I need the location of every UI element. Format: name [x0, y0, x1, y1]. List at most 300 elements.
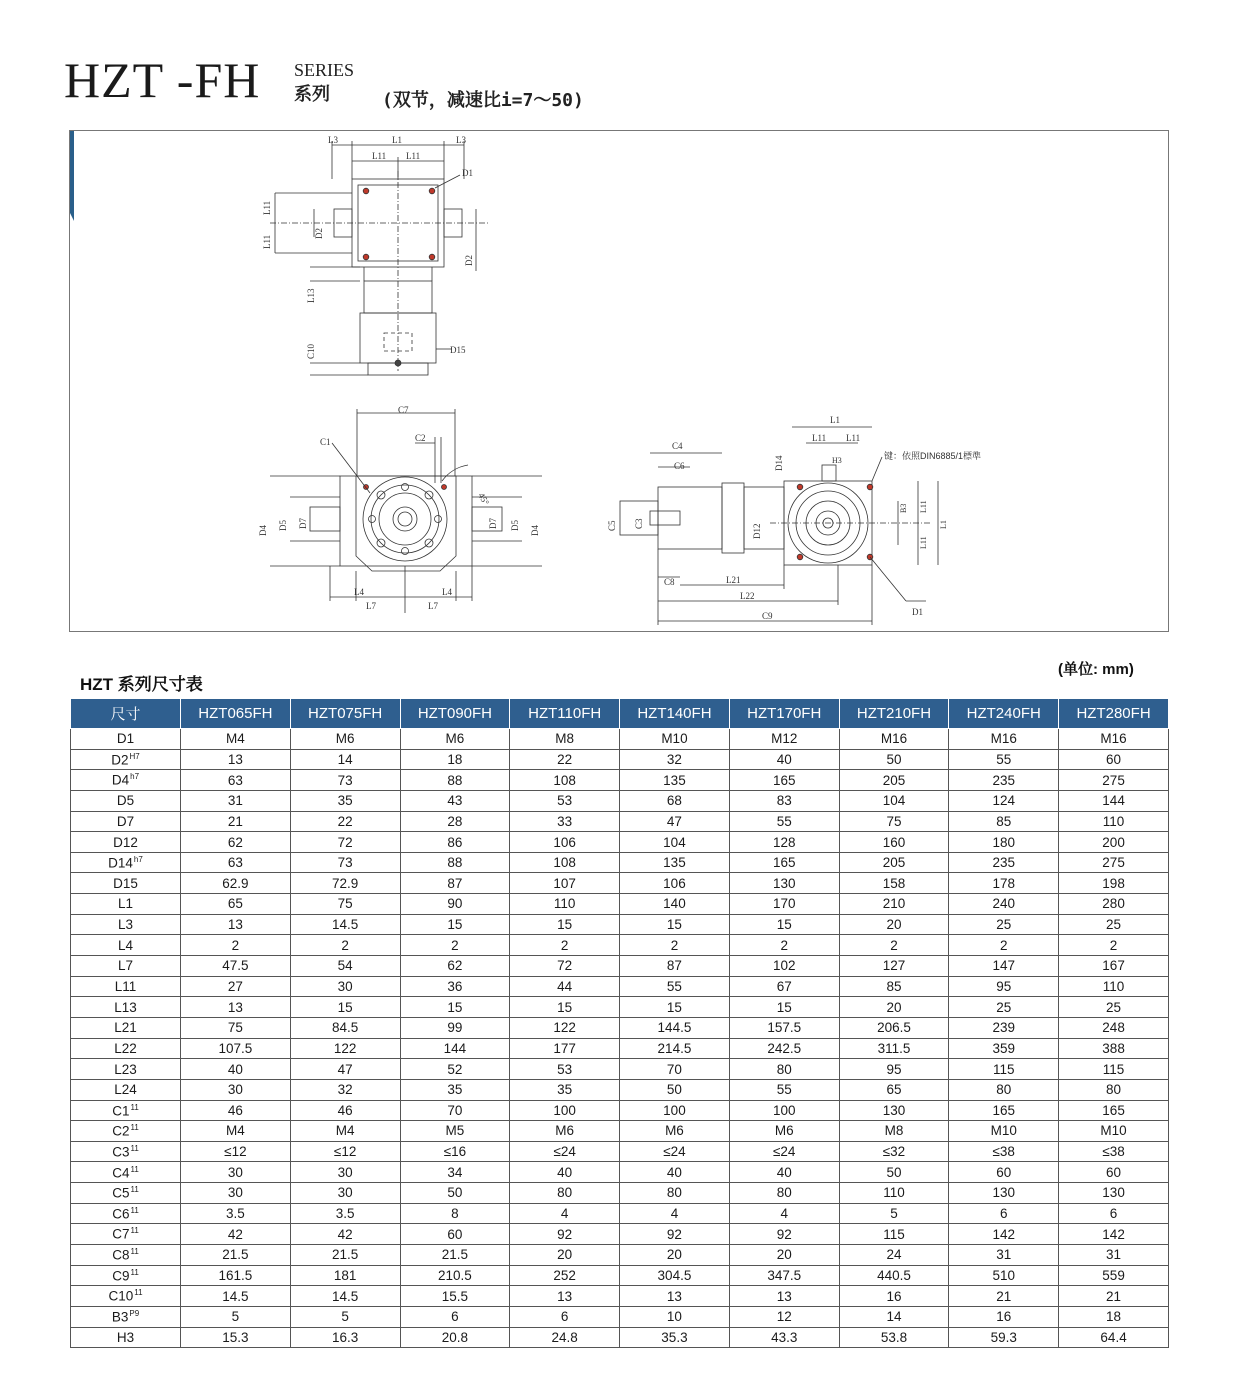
table-cell: 135 [620, 852, 730, 873]
row-label [71, 1245, 181, 1266]
table-cell: 30 [181, 1162, 291, 1183]
table-cell: 275 [1059, 852, 1169, 873]
row-label-text: C2 [112, 1123, 130, 1139]
table-cell: 86 [400, 832, 510, 853]
table-cell: 167 [1059, 956, 1169, 977]
table-cell: 142 [949, 1224, 1059, 1245]
table-cell: 80 [729, 1059, 839, 1080]
table-cell: 165 [729, 770, 839, 791]
row-label-text: D14 [108, 855, 133, 871]
row-label-text: L24 [114, 1082, 137, 1098]
row-label [71, 1327, 181, 1348]
table-row [71, 1286, 1169, 1307]
table-row [71, 1121, 1169, 1142]
table-cell: 62 [400, 956, 510, 977]
corner-accent-tab [70, 131, 74, 221]
row-label [71, 1017, 181, 1038]
table-cell: 147 [949, 956, 1059, 977]
row-label-tolerance: 11 [130, 1102, 139, 1112]
table-cell: 53 [510, 1059, 620, 1080]
row-label [71, 976, 181, 997]
table-cell: 440.5 [839, 1265, 949, 1286]
table-row [71, 811, 1169, 832]
table-cell: 13 [181, 749, 291, 770]
table-cell: 242.5 [729, 1038, 839, 1059]
table-cell: 14.5 [290, 914, 400, 935]
row-label [71, 790, 181, 811]
table-cell: 72 [510, 956, 620, 977]
table-cell: 20 [510, 1245, 620, 1266]
row-label [71, 832, 181, 853]
row-label-text: B3 [111, 1309, 129, 1325]
row-label [71, 894, 181, 915]
row-label-text: C5 [112, 1185, 130, 1201]
table-body [71, 729, 1169, 1348]
label-l1-side: L1 [830, 415, 840, 425]
table-cell: 6 [1059, 1203, 1169, 1224]
table-cell: 18 [1059, 1306, 1169, 1327]
row-label-tolerance: H7 [129, 751, 140, 761]
table-cell: 24.8 [510, 1327, 620, 1348]
header-cell: HZT110FH [510, 699, 620, 729]
row-label [71, 1203, 181, 1224]
table-cell: 18 [400, 749, 510, 770]
row-label-text: D7 [116, 813, 135, 829]
table-row [71, 1059, 1169, 1080]
row-label-text: L22 [114, 1040, 137, 1056]
table-cell: 2 [181, 935, 291, 956]
table-cell: 106 [510, 832, 620, 853]
row-label-tolerance: 11 [130, 1205, 139, 1215]
table-cell: 2 [290, 935, 400, 956]
table-cell: 3.5 [181, 1203, 291, 1224]
table-cell: 34 [400, 1162, 510, 1183]
row-label-tolerance: h7 [130, 772, 140, 782]
table-cell: 65 [839, 1079, 949, 1100]
row-label-tolerance: 11 [130, 1185, 139, 1195]
table-cell: 75 [290, 894, 400, 915]
table-cell: 559 [1059, 1265, 1169, 1286]
table-cell: ≤12 [181, 1141, 291, 1162]
table-cell: 72 [290, 832, 400, 853]
table-cell: 2 [1059, 935, 1169, 956]
table-cell: 21.5 [181, 1245, 291, 1266]
table-cell: 31 [1059, 1245, 1169, 1266]
label-l21: L21 [726, 575, 741, 585]
label-d5-left: D5 [278, 520, 288, 531]
table-cell: 15 [729, 914, 839, 935]
label-l11-a: L11 [372, 151, 387, 161]
table-cell: 30 [290, 1162, 400, 1183]
table-cell: 13 [620, 1286, 730, 1307]
row-label [71, 749, 181, 770]
technical-drawing [69, 130, 1169, 632]
table-cell: 21 [181, 811, 291, 832]
label-d4-left: D4 [258, 525, 268, 536]
table-cell: 88 [400, 852, 510, 873]
table-cell: 62 [181, 832, 291, 853]
label-d14: D14 [774, 455, 784, 471]
table-cell: 157.5 [729, 1017, 839, 1038]
row-label-text: C10 [108, 1288, 134, 1304]
table-cell: 21 [1059, 1286, 1169, 1307]
table-cell: 210.5 [400, 1265, 510, 1286]
table-cell: 73 [290, 770, 400, 791]
row-label-text: L1 [117, 896, 134, 912]
label-l11-left-a: L11 [262, 200, 272, 215]
table-cell: 73 [290, 852, 400, 873]
table-cell: 21 [949, 1286, 1059, 1307]
table-cell: 510 [949, 1265, 1059, 1286]
table-cell: 30 [290, 1183, 400, 1204]
table-row [71, 914, 1169, 935]
row-label [71, 729, 181, 750]
table-cell: 60 [1059, 1162, 1169, 1183]
table-cell: 16 [949, 1306, 1059, 1327]
table-cell: 88 [400, 770, 510, 791]
table-cell: 25 [1059, 997, 1169, 1018]
table-cell: 178 [949, 873, 1059, 894]
table-cell: 104 [839, 790, 949, 811]
label-l11-vert-b: L11 [919, 536, 928, 549]
key-note: 键：依照DIN6885/1標準 [884, 451, 982, 461]
table-cell: 40 [510, 1162, 620, 1183]
ratio-subtitle: (双节，减速比i=7～50) [382, 90, 584, 111]
label-d2-left: D2 [314, 228, 324, 239]
table-cell: 15 [290, 997, 400, 1018]
label-c7: C7 [398, 405, 409, 415]
table-cell: 25 [949, 997, 1059, 1018]
row-label [71, 873, 181, 894]
table-cell: 60 [1059, 749, 1169, 770]
row-label [71, 1286, 181, 1307]
table-cell: 30 [181, 1183, 291, 1204]
table-cell: 16.3 [290, 1327, 400, 1348]
row-label-text: L3 [117, 917, 134, 933]
table-cell: 70 [400, 1100, 510, 1121]
table-cell: 135 [620, 770, 730, 791]
row-label-text: D5 [116, 793, 135, 809]
table-row [71, 1017, 1169, 1038]
row-label [71, 935, 181, 956]
unit-note: (单位: mm) [1058, 661, 1134, 678]
row-label [71, 997, 181, 1018]
table-cell: 128 [729, 832, 839, 853]
header-cell: HZT210FH [839, 699, 949, 729]
table-cell: 15 [510, 914, 620, 935]
label-l1-vert: L1 [939, 520, 948, 529]
table-cell: 75 [181, 1017, 291, 1038]
table-cell: 15 [620, 914, 730, 935]
table-cell: 311.5 [839, 1038, 949, 1059]
table-row [71, 894, 1169, 915]
table-cell: 3.5 [290, 1203, 400, 1224]
table-cell: 110 [1059, 811, 1169, 832]
table-row [71, 1162, 1169, 1183]
table-cell: 205 [839, 852, 949, 873]
table-cell: 100 [510, 1100, 620, 1121]
table-cell: 6 [400, 1306, 510, 1327]
table-cell: 15 [400, 997, 510, 1018]
table-cell: 47 [620, 811, 730, 832]
table-cell: M12 [729, 729, 839, 750]
table-cell: ≤32 [839, 1141, 949, 1162]
table-cell: 110 [839, 1183, 949, 1204]
table-cell: 2 [510, 935, 620, 956]
table-cell: 115 [839, 1224, 949, 1245]
table-cell: M4 [290, 1121, 400, 1142]
row-label [71, 1079, 181, 1100]
table-cell: 32 [290, 1079, 400, 1100]
table-cell: 165 [1059, 1100, 1169, 1121]
table-row [71, 790, 1169, 811]
table-cell: 140 [620, 894, 730, 915]
table-cell: 4 [510, 1203, 620, 1224]
table-cell: ≤24 [620, 1141, 730, 1162]
table-cell: 2 [839, 935, 949, 956]
table-cell: 177 [510, 1038, 620, 1059]
table-cell: 99 [400, 1017, 510, 1038]
table-cell: 252 [510, 1265, 620, 1286]
table-cell: 239 [949, 1017, 1059, 1038]
table-cell: 25 [949, 914, 1059, 935]
table-cell: 122 [510, 1017, 620, 1038]
row-label-text: L7 [117, 958, 134, 974]
table-row [71, 1038, 1169, 1059]
table-cell: 25 [1059, 914, 1169, 935]
table-cell: 214.5 [620, 1038, 730, 1059]
table-cell: 84.5 [290, 1017, 400, 1038]
table-cell: 206.5 [839, 1017, 949, 1038]
table-cell: 35 [290, 790, 400, 811]
table-cell: 235 [949, 770, 1059, 791]
series-title: HZT -FH [64, 52, 261, 108]
table-cell: 40 [729, 1162, 839, 1183]
table-row [71, 1141, 1169, 1162]
row-label-text: C7 [112, 1226, 130, 1242]
table-cell: 10 [620, 1306, 730, 1327]
side-view [607, 415, 981, 625]
table-cell: 15 [729, 997, 839, 1018]
table-cell: 124 [949, 790, 1059, 811]
label-c10: C10 [306, 343, 316, 359]
table-cell: 80 [1059, 1079, 1169, 1100]
row-label-tolerance: P9 [129, 1309, 140, 1318]
table-cell: 2 [620, 935, 730, 956]
table-cell: 35 [510, 1079, 620, 1100]
table-cell: ≤38 [949, 1141, 1059, 1162]
header-cell: HZT090FH [400, 699, 510, 729]
table-cell: 31 [181, 790, 291, 811]
row-label-text: L11 [114, 979, 137, 994]
table-cell: 47.5 [181, 956, 291, 977]
table-cell: 106 [620, 873, 730, 894]
table-cell: 85 [949, 811, 1059, 832]
label-l22: L22 [740, 591, 755, 601]
label-l11-vert-a: L11 [919, 500, 928, 513]
table-cell: M10 [620, 729, 730, 750]
table-cell: 144 [1059, 790, 1169, 811]
table-cell: ≤12 [290, 1141, 400, 1162]
table-cell: 70 [620, 1059, 730, 1080]
table-cell: 30 [290, 976, 400, 997]
label-l13: L13 [306, 288, 316, 303]
row-label-tolerance: 11 [130, 1247, 139, 1257]
table-row [71, 1306, 1169, 1327]
table-cell: 43 [400, 790, 510, 811]
table-cell: 100 [620, 1100, 730, 1121]
table-cell: 108 [510, 852, 620, 873]
table-cell: 64.4 [1059, 1327, 1169, 1348]
table-cell: 53 [510, 790, 620, 811]
table-header-row [71, 699, 1169, 729]
label-c4: C4 [672, 441, 683, 451]
table-row [71, 770, 1169, 791]
table-cell: 63 [181, 770, 291, 791]
table-cell: 14 [839, 1306, 949, 1327]
table-cell: 144.5 [620, 1017, 730, 1038]
table-cell: 304.5 [620, 1265, 730, 1286]
table-cell: 50 [839, 1162, 949, 1183]
label-l11-side-a: L11 [812, 433, 827, 443]
label-l3-left: L3 [328, 135, 338, 145]
table-cell: 165 [729, 852, 839, 873]
label-45deg: 45° [476, 491, 492, 507]
header-cell: HZT280FH [1059, 699, 1169, 729]
table-cell: 80 [729, 1183, 839, 1204]
row-label-tolerance: 11 [130, 1164, 139, 1174]
table-cell: M10 [1059, 1121, 1169, 1142]
table-cell: 347.5 [729, 1265, 839, 1286]
row-label-text: C9 [112, 1268, 130, 1284]
table-cell: 5 [181, 1306, 291, 1327]
table-cell: M8 [510, 729, 620, 750]
label-l4-right: L4 [442, 587, 452, 597]
table-cell: 80 [620, 1183, 730, 1204]
table-row [71, 1203, 1169, 1224]
table-cell: 27 [181, 976, 291, 997]
top-view [262, 135, 490, 375]
label-l11-side-b: L11 [846, 433, 861, 443]
table-cell: 87 [400, 873, 510, 894]
table-cell: 22 [290, 811, 400, 832]
row-label-text: D2 [111, 752, 129, 768]
table-cell: 87 [620, 956, 730, 977]
table-cell: 32 [620, 749, 730, 770]
row-label [71, 1224, 181, 1245]
table-cell: 15 [400, 914, 510, 935]
row-label [71, 1038, 181, 1059]
table-cell: 160 [839, 832, 949, 853]
table-cell: 275 [1059, 770, 1169, 791]
row-label-text: C6 [112, 1206, 130, 1222]
header-cell: HZT140FH [620, 699, 730, 729]
table-cell: 130 [839, 1100, 949, 1121]
series-label-cn: 系列 [294, 84, 330, 105]
table-cell: 2 [949, 935, 1059, 956]
table-cell: 110 [1059, 976, 1169, 997]
table-cell: 53.8 [839, 1327, 949, 1348]
row-label [71, 770, 181, 791]
table-cell: 158 [839, 873, 949, 894]
row-label [71, 956, 181, 977]
table-cell: M4 [181, 1121, 291, 1142]
table-cell: 55 [620, 976, 730, 997]
table-cell: 122 [290, 1038, 400, 1059]
table-cell: 62.9 [181, 873, 291, 894]
label-d2-right: D2 [464, 255, 474, 266]
table-cell: 65 [181, 894, 291, 915]
table-cell: 248 [1059, 1017, 1169, 1038]
table-cell: 30 [181, 1079, 291, 1100]
label-l1-top: L1 [392, 135, 402, 145]
table-cell: 130 [729, 873, 839, 894]
row-label-text: C8 [112, 1247, 130, 1263]
label-l11-left-b: L11 [262, 234, 272, 249]
table-cell: 92 [729, 1224, 839, 1245]
table-cell: 110 [510, 894, 620, 915]
label-l3-right: L3 [456, 135, 466, 145]
table-cell: 40 [729, 749, 839, 770]
label-h3: H3 [832, 456, 842, 465]
table-cell: 60 [400, 1224, 510, 1245]
table-cell: 13 [181, 997, 291, 1018]
row-label-tolerance: 11 [130, 1267, 139, 1277]
series-label-en: SERIES [294, 60, 355, 80]
table-cell: 388 [1059, 1038, 1169, 1059]
table-cell: 198 [1059, 873, 1169, 894]
row-label-text: L4 [117, 937, 134, 953]
label-d1-side: D1 [912, 607, 923, 617]
table-cell: 95 [839, 1059, 949, 1080]
table-cell: 85 [839, 976, 949, 997]
table-cell: 15 [510, 997, 620, 1018]
table-cell: 54 [290, 956, 400, 977]
table-row [71, 749, 1169, 770]
table-cell: M6 [400, 729, 510, 750]
table-cell: 170 [729, 894, 839, 915]
label-d5-right: D5 [510, 520, 520, 531]
table-cell: 200 [1059, 832, 1169, 853]
table-cell: M8 [839, 1121, 949, 1142]
table-cell: 240 [949, 894, 1059, 915]
row-label [71, 1141, 181, 1162]
table-row [71, 1100, 1169, 1121]
table-cell: M10 [949, 1121, 1059, 1142]
table-cell: 161.5 [181, 1265, 291, 1286]
table-cell: 6 [510, 1306, 620, 1327]
table-cell: 24 [839, 1245, 949, 1266]
table-cell: 13 [510, 1286, 620, 1307]
table-cell: 100 [729, 1100, 839, 1121]
table-cell: 20 [729, 1245, 839, 1266]
table-cell: 2 [729, 935, 839, 956]
table-title: HZT 系列尺寸表 [80, 675, 203, 694]
row-label-text: D12 [113, 834, 138, 850]
label-c6: C6 [674, 461, 685, 471]
table-cell: 14 [290, 749, 400, 770]
table-cell: M6 [620, 1121, 730, 1142]
table-cell: 40 [181, 1059, 291, 1080]
row-label [71, 811, 181, 832]
table-cell: 80 [510, 1183, 620, 1204]
table-cell: 2 [400, 935, 510, 956]
drawing-svg [70, 131, 1169, 632]
row-label-text: L21 [114, 1020, 137, 1036]
table-row [71, 873, 1169, 894]
row-label-tolerance: 11 [134, 1288, 143, 1298]
table-cell: 180 [949, 832, 1059, 853]
